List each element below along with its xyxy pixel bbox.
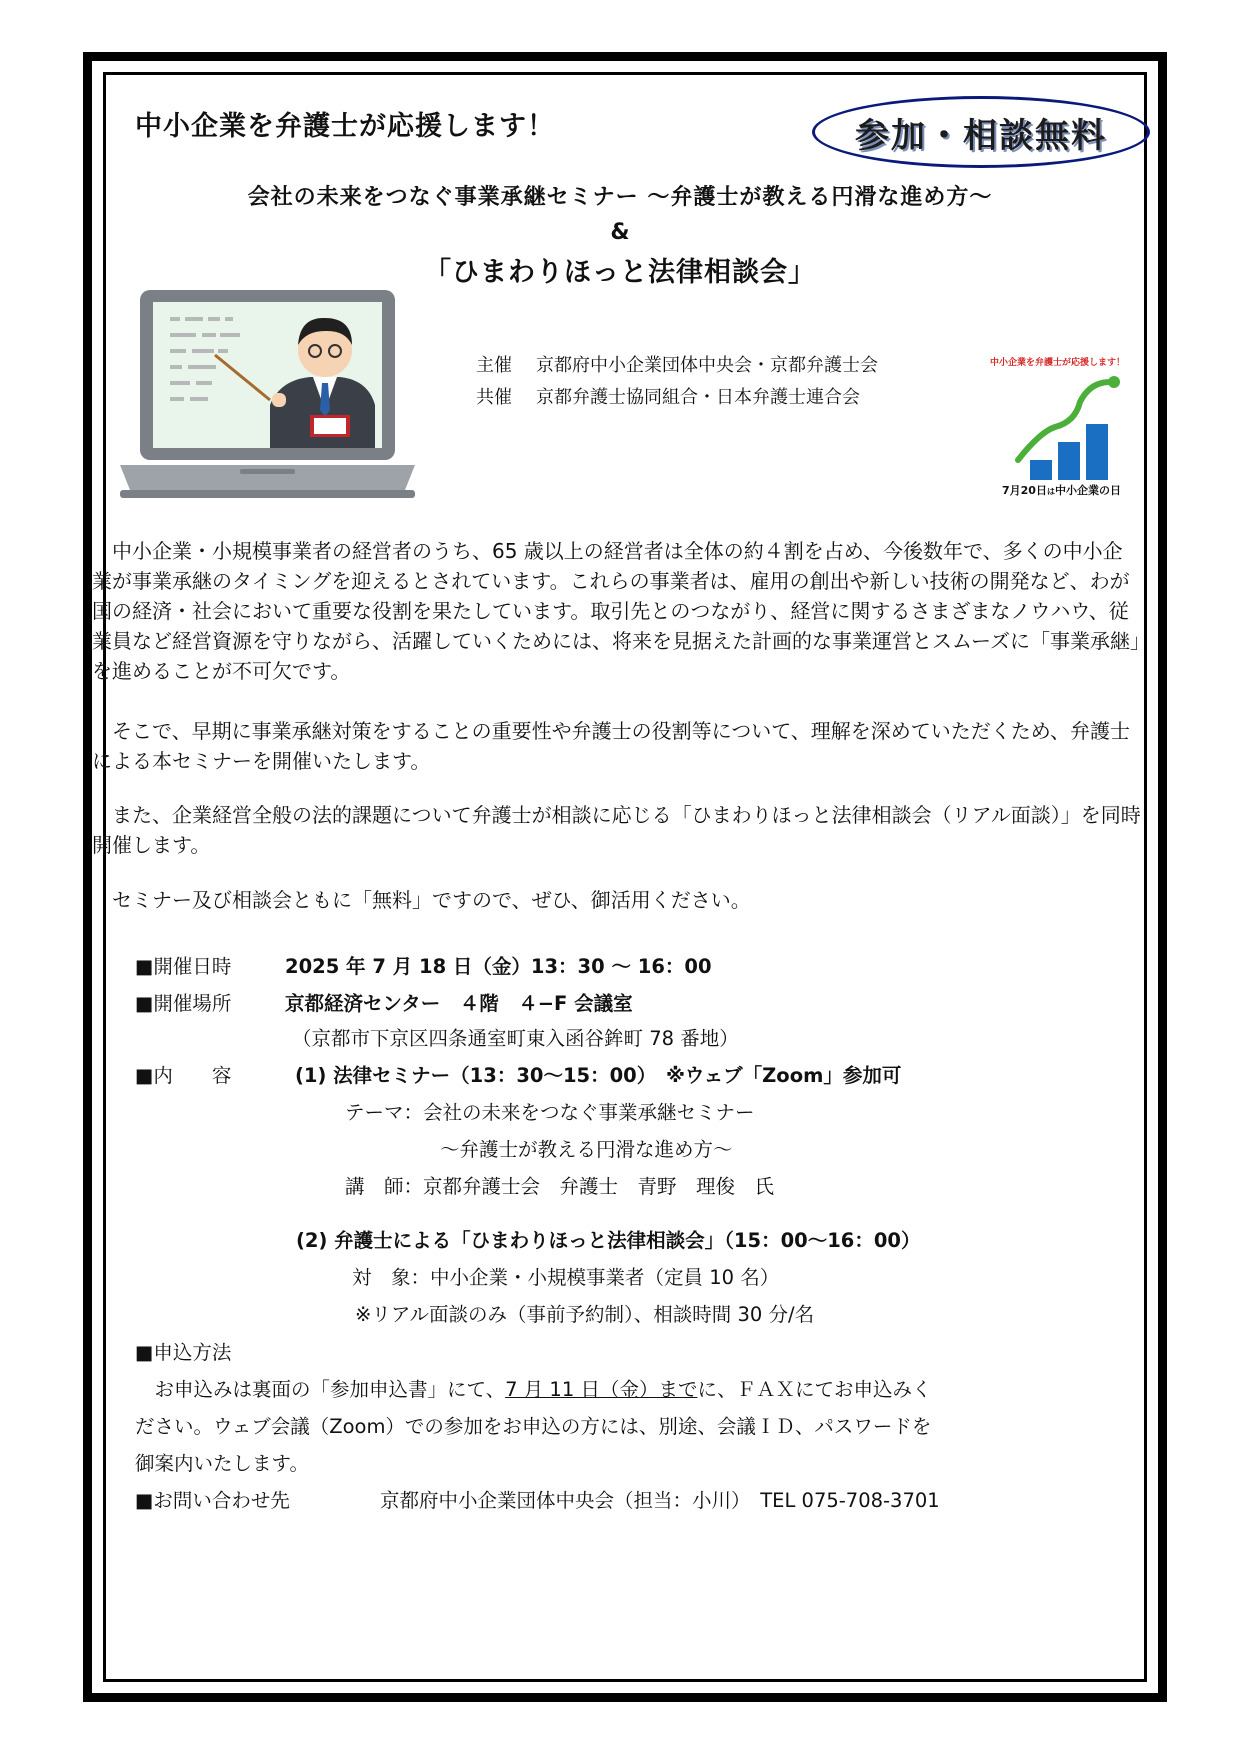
event-place-row	[135, 985, 633, 1022]
event-place-value: 京都経済センター ４階 ４−F 会議室	[285, 992, 633, 1015]
host-row	[476, 350, 878, 382]
apply-pre: お申込みは裏面の「参加申込書」にて、	[135, 1378, 506, 1401]
contact-row	[135, 1482, 940, 1519]
event-date-label: ■開催日時	[135, 955, 232, 978]
intro-paragraph-3: また、企業経営全般の法的課題について弁護士が相談に応じる「ひまわりほっと法律相談会（リアル面談）」を同時開催します。	[92, 803, 1141, 857]
intro-paragraph-4: セミナー及び相談会ともに「無料」ですので、ぜひ、御活用ください。	[92, 888, 751, 912]
free-badge	[812, 96, 1150, 168]
apply-line-2: ださい。ウェブ会議（Zoom）での参加をお申込の方には、別途、会議ＩＤ、パスワードを	[135, 1415, 932, 1438]
logo-caption-bottom	[1002, 482, 1150, 498]
event-place-label: ■開催場所	[135, 992, 232, 1015]
apply-label: ■申込方法	[135, 1341, 232, 1364]
item2-target: 中小企業・小規模事業者（定員 10 名）	[430, 1266, 780, 1289]
item1-lecturer: 京都弁護士会 弁護士 青野 理俊 氏	[423, 1175, 775, 1198]
event-date-row	[135, 948, 712, 985]
sme-day-logo	[990, 355, 1150, 515]
item2-note: ※リアル面談のみ（事前予約制）、相談時間 30 分/名	[355, 1303, 815, 1326]
free-badge-text: 参加・相談無料	[855, 115, 1107, 156]
laptop-lecturer-illustration	[120, 285, 420, 515]
cohost-row	[476, 382, 878, 414]
item1-lecturer-label: 講 師：	[345, 1175, 424, 1198]
intro-paragraph-2: そこで、早期に事業承継対策をすることの重要性や弁護士の役割等について、理解を深めていただくため、弁護士による本セミナーを開催いたします。	[92, 719, 1130, 773]
content-label: ■内 容	[135, 1064, 232, 1087]
cohost-label: 共催	[476, 387, 512, 408]
item1-lecturer-row	[345, 1168, 774, 1205]
consultation-title: 「ひまわりほっと法律相談会」	[424, 257, 816, 288]
content-row	[135, 1057, 901, 1094]
item1-theme: 会社の未来をつなぐ事業承継セミナー	[423, 1101, 755, 1124]
host-name: 京都府中小企業団体中央会・京都弁護士会	[536, 355, 878, 376]
apply-line-1	[135, 1371, 931, 1408]
item2-title: (2) 弁護士による「ひまわりほっと法律相談会」（15：00～16：00）	[296, 1229, 921, 1252]
organizers	[476, 350, 878, 414]
item2-target-row	[352, 1259, 779, 1296]
growth-chart-icon	[990, 372, 1140, 482]
cohost-name: 京都弁護士協同組合・日本弁護士連合会	[536, 387, 860, 408]
item1-theme-row	[345, 1094, 755, 1131]
intro-paragraph-1: 中小企業・小規模事業者の経営者のうち、65 歳以上の経営者は全体の約４割を占め、今後数年で、多くの中小企業が事業承継のタイミングを迎えるとされています。これらの事業者は、雇用の創出や新しい技術の開発など、わが国の経済・社会において重要な役割を果たしています。取引先とのつながり、経営に関するさまざまなノウハウ、従業員など経営資源を守りながら、活躍していくためには、将来を見据えた計画的な事業運営とスムーズに「事業承継」を進めることが不可欠です。	[92, 539, 1140, 683]
apply-deadline: 7 月 11 日（金）まで	[505, 1378, 698, 1401]
item2-target-label: 対 象：	[352, 1266, 431, 1289]
item1-title: (1) 法律セミナー（13：30～15：00） ※ウェブ「Zoom」参加可	[295, 1064, 902, 1087]
item1-theme-sub: ～弁護士が教える円滑な進め方～	[440, 1138, 733, 1161]
event-date-value: 2025 年 7 月 18 日（金）13：30 ～ 16：00	[285, 955, 712, 978]
logo-date: 7月20日	[1002, 484, 1047, 497]
apply-line-3: 御案内いたします。	[135, 1452, 309, 1475]
logo-caption-top: 中小企業を弁護士が応援します！	[990, 358, 1126, 368]
contact-label: ■お問い合わせ先	[135, 1489, 290, 1512]
logo-day-name: 中小企業の日	[1054, 484, 1121, 497]
event-address: （京都市下京区四条通室町東入函谷鉾町 78 番地）	[292, 1027, 739, 1050]
host-label: 主催	[476, 355, 512, 376]
contact-value: 京都府中小企業団体中央会（担当：小川） TEL 075-708-3701	[380, 1489, 940, 1512]
headline: 中小企業を弁護士が応援します！	[135, 111, 555, 142]
title-ampersand: &	[610, 220, 630, 245]
logo-particle: は	[1046, 487, 1055, 496]
apply-post: に、ＦＡＸにてお申込みく	[697, 1378, 932, 1401]
seminar-title: 会社の未来をつなぐ事業承継セミナー ～弁護士が教える円滑な進め方～	[247, 185, 993, 210]
item1-theme-label: テーマ：	[345, 1101, 424, 1124]
